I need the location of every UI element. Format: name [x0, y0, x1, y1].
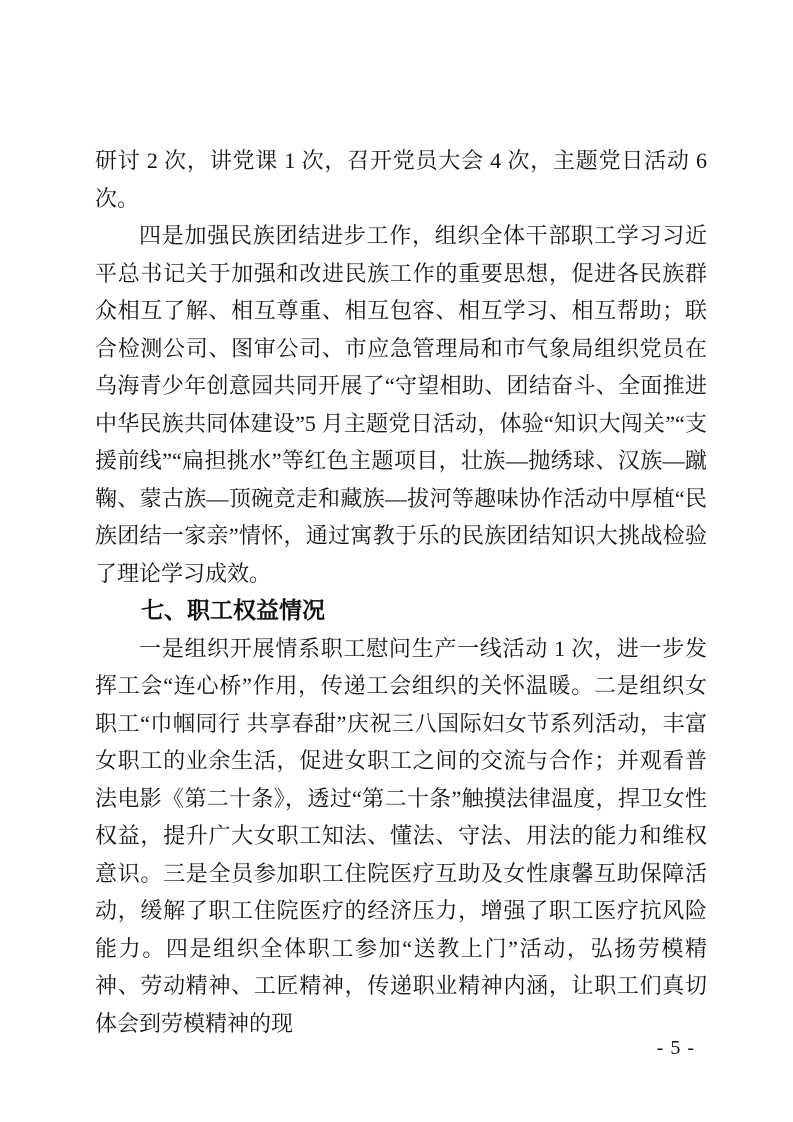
paragraph-worker-rights: 一是组织开展情系职工慰问生产一线活动 1 次，进一步发挥工会“连心桥”作用，传递工会组织的关怀温暖。二是组织女职工“巾帼同行 共享春甜”庆祝三八国际妇女节系列活动，丰富女职工的业余生活，促进女职工之间的交流与合作；并观看普法电影《第二十条》，透过“第二十条”触摸法律温度，捍卫女性权益，提升广大女职工知法、懂法、守法、用法的能力和维权意识。三是全员参加职工住院医疗互助及女性康馨互助保障活动，缓解了职工住院医疗的经济压力，增强了职工医疗抗风险能力。四是组织全体职工参加“送教上门”活动，弘扬劳模精神、劳动精神、工匠精神，传递职业精神内涵，让职工们真切体会到劳模精神的现	[95, 635, 707, 1036]
paragraph-ethnic-unity: 四是加强民族团结进步工作，组织全体干部职工学习习近平总书记关于加强和改进民族工作的重要思想，促进各民族群众相互了解、相互尊重、相互包容、相互学习、相互帮助；联合检测公司、图审公司、市应急管理局和市气象局组织党员在乌海青少年创意园共同开展了“守望相助、团结奋斗、全面推进中华民族共同体建设”5 月主题党日活动，体验“知识大闯关”“支援前线”“扁担挑水”等红色主题项目，壮族—抛绣球、汉族—蹴鞠、蒙古族—顶碗竞走和藏族—拔河等趣味协作活动中厚植“民族团结一家亲”情怀，通过寓教于乐的民族团结知识大挑战检验了理论学习成效。	[95, 223, 707, 586]
page-number: - 5 -	[656, 1037, 695, 1059]
paragraph-party-activity-continuation: 研讨 2 次，讲党课 1 次，召开党员大会 4 次，主题党日活动 6 次。	[95, 148, 707, 211]
document-body	[95, 142, 707, 1042]
section-heading-worker-rights: 七、职工权益情况	[141, 597, 325, 623]
